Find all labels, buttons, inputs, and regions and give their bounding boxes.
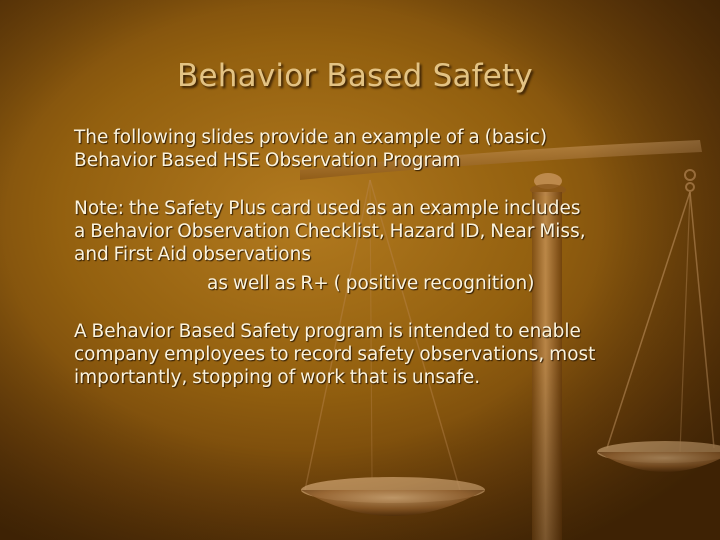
note-line-1: Note: the Safety Plus card used as an example includes	[74, 198, 581, 219]
purpose-line-1: A Behavior Based Safety program is intended to enable	[74, 321, 581, 342]
intro-line-2: Behavior Based HSE Observation Program	[74, 150, 461, 171]
note-line-2: a Behavior Observation Checklist, Hazard ID, Near Miss,	[74, 221, 586, 242]
note-indented-line: as well as R+ ( positive recognition)	[207, 273, 535, 294]
intro-paragraph	[74, 126, 684, 172]
purpose-line-3: importantly, stopping of work that is unsafe.	[74, 367, 481, 388]
purpose-line-2: company employees to record safety observations, most	[74, 344, 596, 365]
note-line-3: and First Aid observations	[74, 244, 311, 265]
purpose-paragraph	[74, 320, 684, 389]
slide-body	[74, 126, 684, 389]
slide-title: Behavior Based Safety	[177, 58, 533, 94]
intro-line-1: The following slides provide an example of a (basic)	[74, 127, 548, 148]
note-paragraph	[74, 197, 684, 295]
